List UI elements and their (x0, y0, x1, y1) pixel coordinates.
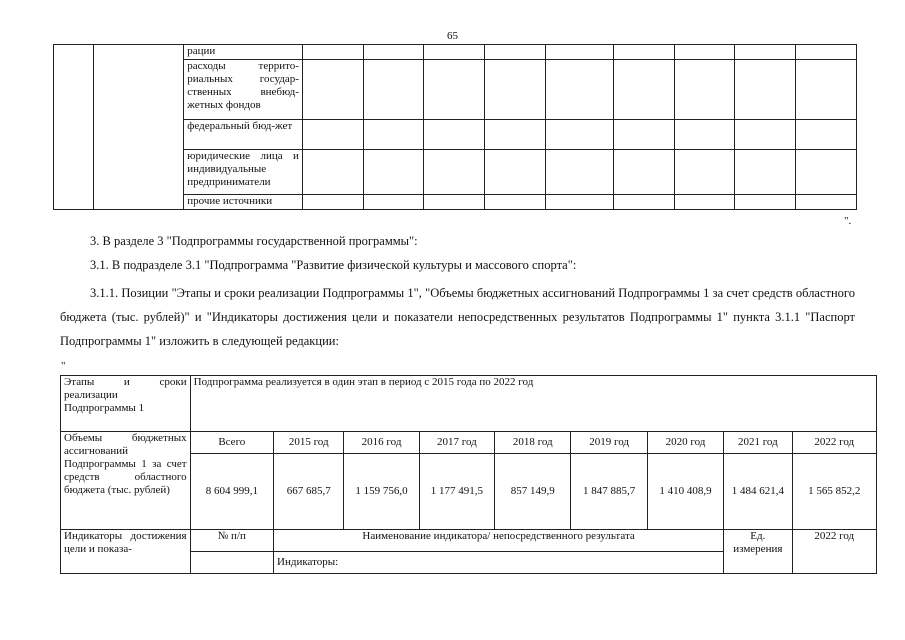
stages-label: Этапы и сроки реализации Подпрограммы 1 (61, 376, 191, 432)
budget-header: 2020 год (647, 432, 723, 454)
blank-cell (190, 552, 273, 574)
source-row-label: юридические лица и индивидуальные предприниматели (184, 150, 303, 195)
indicators-label: Индикаторы достижения цели и показа- (61, 530, 191, 574)
budget-header: Всего (190, 432, 273, 454)
blank-cell (93, 45, 183, 210)
year-header: 2022 год (792, 530, 877, 574)
budget-header: 2017 год (419, 432, 494, 454)
budget-header: 2022 год (792, 432, 877, 454)
budget-value: 1 410 408,9 (647, 454, 723, 530)
budget-value: 8 604 999,1 (190, 454, 273, 530)
budget-value: 667 685,7 (274, 454, 344, 530)
indicator-name-header: Наименование индикатора/ непосредственного результата (274, 530, 724, 552)
budget-header: 2015 год (274, 432, 344, 454)
source-row-label: рации (184, 45, 303, 60)
paragraph-section-3: 3. В разделе 3 "Подпрограммы государственной программы": (90, 234, 418, 248)
budget-header: 2021 год (724, 432, 792, 454)
paragraph-item-3-1-1: 3.1.1. Позиции "Этапы и сроки реализации Подпрограммы 1", "Объемы бюджетных ассигнований Подпрограммы 1 за счет средств областного бюджета (тыс. рублей)" и "Индикаторы достижения цели и показатели непосредственных результатов Подпрограммы 1" пункта 3.1.1 "Паспорт Подпрограммы 1" изложить в следующей редакции: (60, 286, 855, 348)
subprogram-passport-table (60, 375, 877, 574)
indicators-subheading: Индикаторы: (274, 552, 724, 574)
indicator-number-header: № п/п (190, 530, 273, 552)
budget-value: 1 177 491,5 (419, 454, 494, 530)
source-row-label: прочие источники (184, 195, 303, 210)
budget-header: 2018 год (495, 432, 571, 454)
budget-value: 1 847 885,7 (571, 454, 647, 530)
source-row-label: расходы террито-риальных государ-ственных внебюд-жетных фондов (184, 60, 303, 120)
budget-value: 857 149,9 (495, 454, 571, 530)
funding-sources-table (53, 44, 857, 210)
paragraph-subsection-3-1: 3.1. В подразделе 3.1 "Подпрограмма "Развитие физической культуры и массового спорта": (90, 258, 577, 272)
blank-cell (54, 45, 94, 210)
budget-header: 2016 год (344, 432, 419, 454)
budget-value: 1 159 756,0 (344, 454, 419, 530)
budget-value: 1 484 621,4 (724, 454, 792, 530)
budget-label: Объемы бюджетных ассигнований Подпрограммы 1 за счет средств областного бюджета (тыс. рублей) (61, 432, 191, 530)
stages-text: Подпрограмма реализуется в один этап в период с 2015 года по 2022 год (190, 376, 876, 432)
source-row-label: федеральный бюд-жет (184, 120, 303, 150)
budget-header: 2019 год (571, 432, 647, 454)
opening-quote: " (61, 360, 66, 372)
closing-quote: ". (844, 215, 852, 227)
page-number: 65 (447, 30, 458, 42)
budget-value: 1 565 852,2 (792, 454, 877, 530)
unit-header: Ед. измерения (724, 530, 792, 574)
